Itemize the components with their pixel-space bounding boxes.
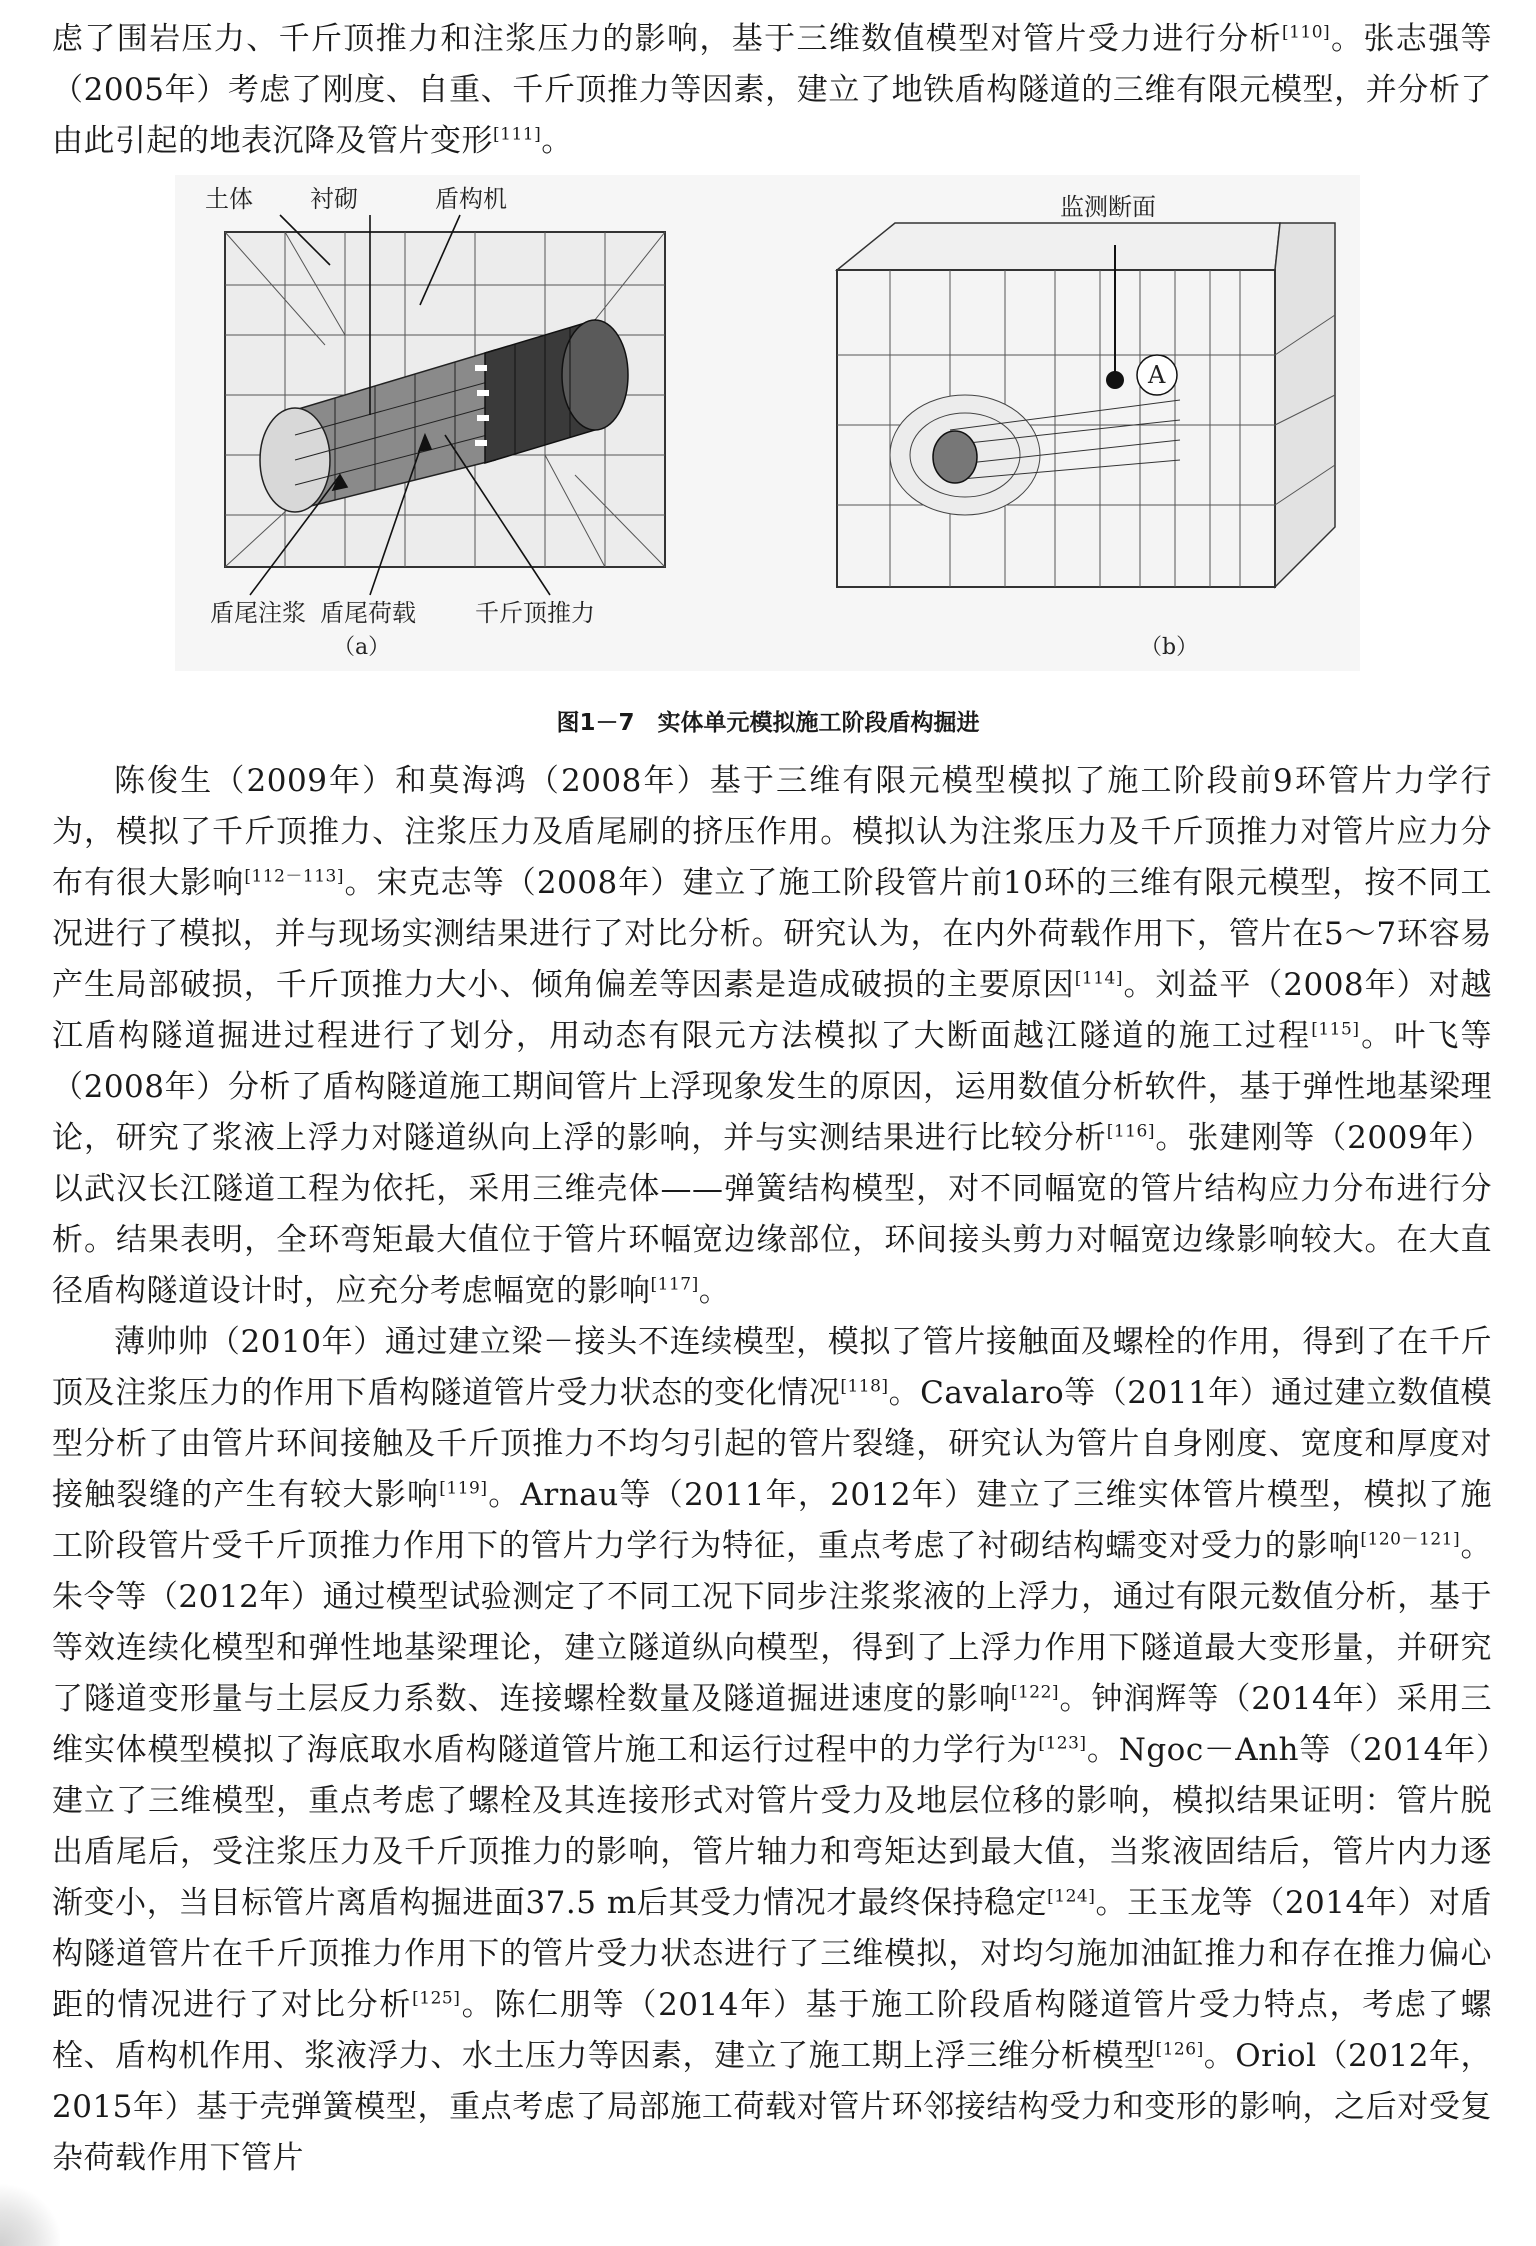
citation: [117] <box>650 1274 699 1295</box>
text-run: 。叶飞等（2008年）分析了盾构隧道施工期间管片上浮现象发生的原因，运用数值分析软件，基于弹性地基梁理论，研究了浆液上浮力对隧道纵向上浮的影响，并与实测结果进行比较分析 <box>52 1018 1493 1156</box>
paragraph <box>52 756 1492 1317</box>
paragraph <box>52 14 1492 167</box>
text-run: 。陈仁朋等（2014年）基于施工阶段盾构隧道管片受力特点，考虑了螺栓、盾构机作用、浆液浮力、水土压力等因素，建立了施工期上浮三维分析模型 <box>52 1987 1493 2074</box>
paragraph <box>52 1317 1492 2184</box>
citation: [120－121] <box>1360 1529 1461 1550</box>
sublabel-a: （a） <box>333 635 391 660</box>
text-run: 薄帅帅（2010年）通过建立梁－接头不连续模型，模拟了管片接触面及螺栓的作用，得到了在千斤顶及注浆压力的作用下盾构隧道管片受力状态的变化情况 <box>52 1324 1492 1411</box>
text-run: 。钟润辉等（2014年）采用三维实体模型模拟了海底取水盾构隧道管片施工和运行过程中的力学行为 <box>52 1681 1492 1768</box>
citation: [111] <box>493 124 542 145</box>
figure-caption: 图1－7 实体单元模拟施工阶段盾构掘进 <box>556 710 980 736</box>
citation: [114] <box>1074 968 1123 989</box>
body-paragraph-block <box>52 756 1492 2184</box>
figure-panel-a <box>205 185 665 660</box>
citation: [112－113] <box>244 866 344 887</box>
citation: [124] <box>1047 1886 1096 1907</box>
citation: [110] <box>1281 22 1331 43</box>
citation: [122] <box>1010 1682 1060 1703</box>
label-monitoring-section: 监测断面 <box>1060 193 1156 221</box>
text-run: 。Arnau等（2011年，2012年）建立了三维实体管片模型，模拟了施工阶段管片受千斤顶推力作用下的管片力学行为特征，重点考虑了衬砌结构蠕变对受力的影响 <box>52 1477 1493 1564</box>
label-point-a: A <box>1148 361 1166 389</box>
label-soil: 土体 <box>205 185 253 213</box>
text-run: 陈俊生（2009年）和莫海鸿（2008年）基于三维有限元模型模拟了施工阶段前9环管片力学行为，模拟了千斤顶推力、注浆压力及盾尾刷的挤压作用。模拟认为注浆压力及千斤顶推力对管片应力分布有很大影响 <box>52 763 1492 901</box>
label-jack-thrust: 千斤顶推力 <box>475 599 595 627</box>
text-run: 。Ngoc－Anh等（2014年）建立了三维模型，重点考虑了螺栓及其连接形式对管片受力及地层位移的影响，模拟结果证明：管片脱出盾尾后，受注浆压力及千斤顶推力的影响，管片轴力和弯矩达到最大值，当浆液固结后，管片内力逐渐变小，当目标管片离盾构掘进面37.5 m后其受力情况才最终保持稳定 <box>52 1732 1492 1921</box>
sublabel-b: （b） <box>1140 635 1199 660</box>
text-run: 。张建刚等（2009年）以武汉长江隧道工程为依托，采用三维壳体——弹簧结构模型，对不同幅宽的管片结构应力分布进行分析。结果表明，全环弯矩最大值位于管片环幅宽边缘部位，环间接头剪力对幅宽边缘影响较大。在大直径盾构隧道设计时，应充分考虑幅宽的影响 <box>52 1120 1492 1309</box>
label-tail-load: 盾尾荷载 <box>320 599 416 627</box>
text-run: 。 <box>698 1273 731 1309</box>
citation: [125] <box>412 1988 461 2009</box>
citation: [123] <box>1038 1733 1087 1754</box>
figure-panel-b <box>837 193 1335 660</box>
citation: [118] <box>840 1376 889 1397</box>
figure-1-7 <box>175 175 1360 671</box>
text-run: 。王玉龙等（2014年）对盾构隧道管片在千斤顶推力作用下的管片受力状态进行了三维模拟，对均匀施加油缸推力和存在推力偏心距的情况进行了对比分析 <box>52 1885 1492 2023</box>
text-run: 。Oriol（2012年，2015年）基于壳弹簧模型，重点考虑了局部施工荷载对管片环邻接结构受力和变形的影响，之后对受复杂荷载作用下管片 <box>52 2038 1492 2176</box>
text-run: 。 <box>541 123 573 159</box>
citation: [126] <box>1155 2039 1204 2060</box>
text-run: 。朱令等（2012年）通过模型试验测定了不同工况下同步注浆浆液的上浮力，通过有限元数值分析，基于等效连续化模型和弹性地基梁理论，建立隧道纵向模型，得到了上浮力作用下隧道最大变形量，并研究了隧道变形量与土层反力系数、连接螺栓数量及隧道掘进速度的影响 <box>52 1528 1493 1717</box>
text-run: 。Cavalaro等（2011年）通过建立数值模型分析了由管片环间接触及千斤顶推力不均匀引起的管片裂缝，研究认为管片自身刚度、宽度和厚度对接触裂缝的产生有较大影响 <box>52 1375 1493 1513</box>
label-lining: 衬砌 <box>310 185 358 213</box>
citation: [119] <box>439 1478 488 1499</box>
label-shield-machine: 盾构机 <box>435 185 507 213</box>
text-run: 虑了围岩压力、千斤顶推力和注浆压力的影响，基于三维数值模型对管片受力进行分析 <box>52 21 1282 57</box>
text-run: 。刘益平（2008年）对越江盾构隧道掘进过程进行了划分，用动态有限元方法模拟了大断面越江隧道的施工过程 <box>52 967 1492 1054</box>
intro-paragraph-block <box>52 14 1492 167</box>
citation: [115] <box>1311 1019 1360 1040</box>
text-run: 。宋克志等（2008年）建立了施工阶段管片前10环的三维有限元模型，按不同工况进行了模拟，并与现场实测结果进行了对比分析。研究认为，在内外荷载作用下，管片在5～7环容易产生局部破损，千斤顶推力大小、倾角偏差等因素是造成破损的主要原因 <box>52 865 1493 1003</box>
citation: [116] <box>1106 1121 1155 1142</box>
label-tail-grouting: 盾尾注浆 <box>210 599 306 627</box>
scan-artifact <box>0 2180 60 2246</box>
text-run: 。张志强等（2005年）考虑了刚度、自重、千斤顶推力等因素，建立了地铁盾构隧道的三维有限元模型，并分析了由此引起的地表沉降及管片变形 <box>52 21 1493 159</box>
